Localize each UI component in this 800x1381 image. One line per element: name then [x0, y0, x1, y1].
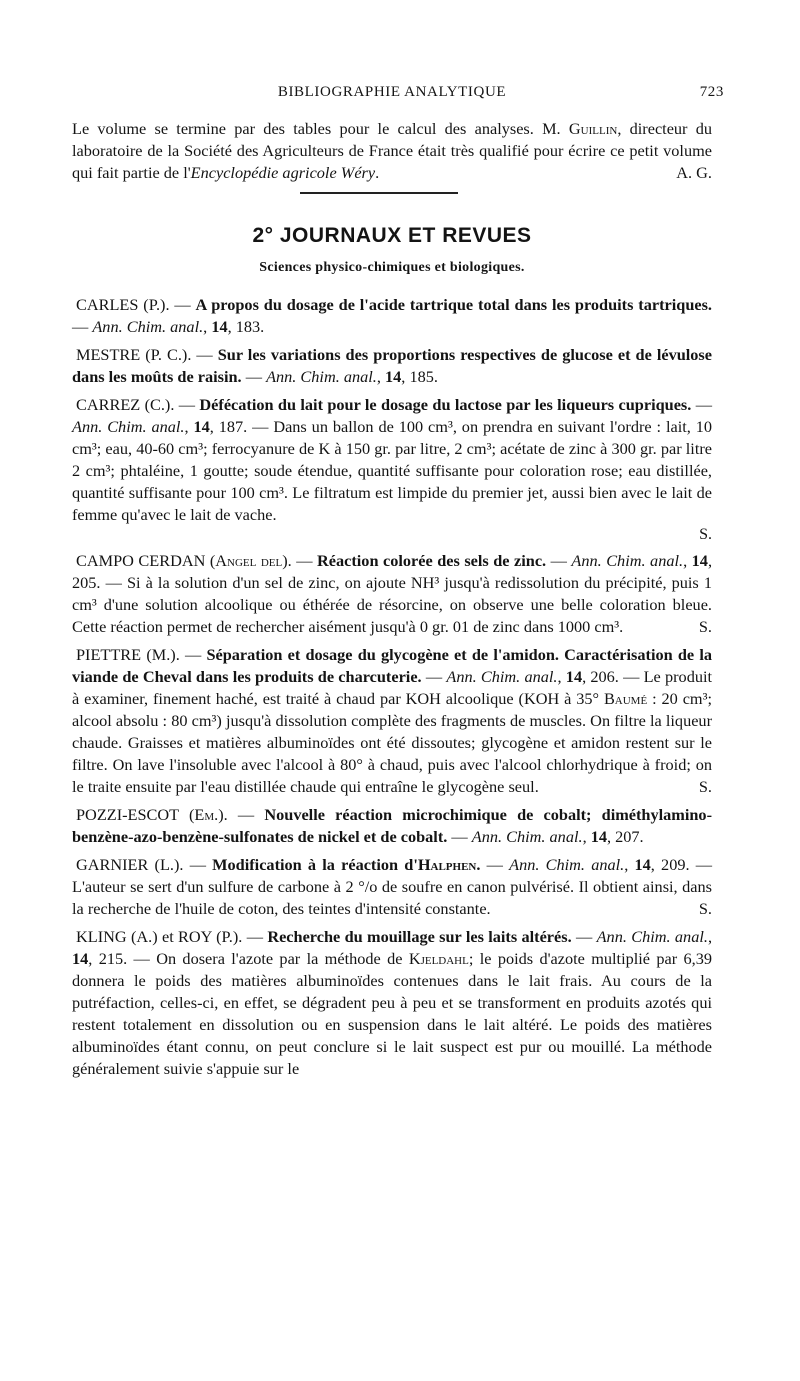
entry-volume: 14 [193, 417, 210, 436]
entry-volume: 14 [211, 317, 228, 336]
entry-author: PIETTRE (M.). — [76, 645, 207, 664]
entry-author: MESTRE (P. C.). — [76, 345, 218, 364]
running-head [72, 84, 724, 108]
entry-author: POZZI-ESCOT (Em.). — [76, 805, 265, 824]
entry-abstract: Dans un ballon de 100 cm³, on prendra en suivant l'ordre : lait, 10 cm³; eau, 40-60 cm³; ferrocyanure de K à 150 gr. par litre, 2 cm³; acétate de zinc à 300 gr. par litre 2 cm³; phtaléine, 1 goutte; soude étendue, quantité suffisante pour coloration rose; eau distillée, quantité suffisante pour 100 cm³. Le filtratum est limpide du premier jet, aussi bien avec le lait de femme qu'avec le lait de vache. [72, 417, 713, 524]
entry-author: CAMPO CERDAN (Angel del). — [76, 551, 318, 570]
entry-journal: Ann. Chim. anal. [266, 367, 377, 386]
entry-journal: Ann. Chim. anal. [509, 855, 625, 874]
entry-author: CARREZ (C.). — [76, 395, 200, 414]
entry-title: Séparation et dosage du glycogène et de l'amidon. Caractérisation de la viande de Cheval dans les produits de charcuterie. [72, 645, 712, 686]
entry-title: Modification à la réaction d'Halphen. [212, 855, 481, 874]
entry-volume: 14 [590, 827, 607, 846]
entry-volume: 14 [691, 551, 708, 570]
entry-journal: Ann. Chim. anal. [571, 551, 684, 570]
entry-signature: S. [698, 899, 712, 918]
section-divider-wrap [72, 184, 712, 210]
section-subtitle: Sciences physico-chimiques et biologiques. [259, 260, 525, 275]
entry-volume: 14 [565, 667, 583, 686]
intro-signature: A. G. [676, 163, 712, 182]
bibliography-entry: CAMPO CERDAN (Angel del). — Réaction colorée des sels de zinc. — Ann. Chim. anal., 14, 205. — Si à la solution d'un sel de zinc, on ajoute NH³ jusqu'à redissolution du précipité, puis 1 cm³ d'une solution alcoolique ou éthérée de résorcine, on observe une belle coloration bleue. Cette réaction permet de rechercher aisément jusqu'à 0 gr. 01 de zinc dans 1000 cm³. S. [72, 551, 713, 636]
entry-author: GARNIER (L.). — [76, 855, 213, 874]
page [72, 84, 724, 1086]
section-divider [300, 192, 458, 194]
entry-journal: Ann. Chim. anal. [72, 417, 185, 436]
entry-signature: S. [699, 526, 712, 543]
entry-journal: Ann. Chim. anal. [471, 827, 583, 846]
bibliography-entry: GARNIER (L.). — Modification à la réaction d'Halphen. — Ann. Chim. anal., 14, 209. — L'auteur se sert d'un sulfure de carbone à 2 °/o de soufre en canon pulvérisé. Il obtient ainsi, dans la recherche de l'huile de coton, des teintes d'intensité constante. S. [72, 855, 713, 918]
entry-author: KLING (A.) et ROY (P.). — [76, 927, 268, 946]
intro-paragraph: Le volume se termine par des tables pour le calcul des analyses. M. Guillin, directeur du laboratoire de la Société des Agriculteurs de France était très qualifié pour écrire ce petit volume qui fait partie de l'Encyclopédie agricole Wéry. A. G. [72, 119, 713, 182]
author-name: Guillin [568, 119, 618, 138]
entry-volume: 14 [72, 949, 89, 968]
running-head-title: BIBLIOGRAPHIE ANALYTIQUE [277, 84, 507, 100]
bibliography-entry: CARLES (P.). — A propos du dosage de l'acide tartrique total dans les produits tartriques. — Ann. Chim. anal., 14, 183. [72, 295, 713, 336]
entry-title: Nouvelle réaction microchimique de cobalt; diméthylamino-benzène-azo-benzène-sulfonates de nickel et de cobalt. [72, 805, 712, 846]
entry-title: Sur les variations des proportions respectives de glucose et de lévulose dans les moûts de raisin. [72, 345, 712, 386]
bibliography-entry: PIETTRE (M.). — Séparation et dosage du glycogène et de l'amidon. Caractérisation de la viande de Cheval dans les produits de charcuterie. — Ann. Chim. anal., 14, 206. — Le produit à examiner, finement haché, est traité à chaud par KOH alcoolique (KOH à 35° Baumé : 20 cm³; alcool absolu : 80 cm³) jusqu'à dissolution complète des fragments de muscles. On filtre la liqueur chaude. Graisses et matières albuminoïdes ont été dissoutes; glycogène et amidon restent sur le filtre. On lave l'insoluble avec l'alcool à 80° à chaud, puis avec l'alcool chlorhydrique à froid; on le traite ensuite par l'eau distillée chaude qui entraîne le glycogène seul. S. [72, 645, 713, 796]
bibliography-entry: POZZI-ESCOT (Em.). — Nouvelle réaction microchimique de cobalt; diméthylamino-benzène-azo-benzène-sulfonates de nickel et de cobalt. — Ann. Chim. anal., 14, 207. [72, 805, 712, 846]
entry-volume: 14 [634, 855, 651, 874]
entry-author: CARLES (P.). — [76, 295, 196, 314]
entry-abstract: Si à la solution d'un sel de zinc, on ajoute NH³ jusqu'à redissolution du précipité, puis 1 cm³ d'une solution alcoolique ou éthérée de résorcine, on observe une belle coloration bleue. Cette réaction permet de rechercher aisément jusqu'à 0 gr. 01 de zinc dans 1000 cm³. [72, 573, 712, 636]
entry-title: Recherche du mouillage sur les laits altérés. [267, 927, 572, 946]
entry-title: Défécation du lait pour le dosage du lactose par les liqueurs cupriques. [199, 395, 692, 414]
page-number: 723 [699, 84, 724, 100]
entry-journal: Ann. Chim. anal. [596, 927, 708, 946]
bibliography-entry: KLING (A.) et ROY (P.). — Recherche du mouillage sur les laits altérés. — Ann. Chim. anal., 14, 215. — On dosera l'azote par la méthode de Kjeldahl; le poids d'azote multiplié par 6,39 donnera le poids des matières albuminoïdes contenues dans le lait frais. Au cours de la putréfaction, celles-ci, en effet, se dégradent peu à peu et se transforment en produits azotés qui restent totalement en dissolution ou en suspension dans le lait altéré. Le poids des matières albuminoïdes étant connu, on peut conclure si le lait suspect est pur ou mouillé. La méthode généralement suivie s'appuie sur le [72, 927, 713, 1078]
entry-abstract: On dosera l'azote par la méthode de Kjeldahl; le poids d'azote multiplié par 6,39 donnera le poids des matières albuminoïdes contenues dans le lait frais. Au cours de la putréfaction, celles-ci, en effet, se dégradent peu à peu et se transforment en produits azotés qui restent totalement en dissolution ou en suspension dans le lait altéré. Le poids des matières albuminoïdes étant connu, on peut conclure si le lait suspect est pur ou mouillé. La méthode généralement suivie s'appuie sur le [72, 949, 712, 1078]
entry-journal: Ann. Chim. anal. [92, 317, 204, 336]
book-series-title: Encyclopédie agricole Wéry [190, 163, 376, 182]
entry-abstract: Le produit à examiner, finement haché, est traité à chaud par KOH alcoolique (KOH à 35° Baumé : 20 cm³; alcool absolu : 80 cm³) jusqu'à dissolution complète des fragments de muscles. On filtre la liqueur chaude. Graisses et matières albuminoïdes ont été dissoutes; glycogène et amidon restent sur le filtre. On lave l'insoluble avec l'alcool à 80° à chaud, puis avec l'alcool chlorhydrique à froid; on le traite ensuite par l'eau distillée chaude qui entraîne le glycogène seul. [72, 667, 713, 796]
entry-signature: S. [698, 777, 712, 796]
entry-signature: S. [698, 617, 712, 636]
entry-title: A propos du dosage de l'acide tartrique total dans les produits tartriques. [195, 295, 713, 314]
bibliography-entry: CARREZ (C.). — Défécation du lait pour le dosage du lactose par les liqueurs cupriques. — Ann. Chim. anal., 14, 187. — Dans un ballon de 100 cm³, on prendra en suivant l'ordre : lait, 10 cm³; eau, 40-60 cm³; ferrocyanure de K à 150 gr. par litre, 2 cm³; acétate de zinc à 300 gr. par litre 2 cm³; phtaléine, 1 goutte; soude étendue, quantité suffisante pour coloration rose; eau distillée, quantité suffisante pour 100 cm³. Le filtratum est limpide du premier jet, aussi bien avec le lait de femme qu'avec le lait de vache. S. [72, 395, 713, 543]
bibliography-entry: MESTRE (P. C.). — Sur les variations des proportions respectives de glucose et de lévulose dans les moûts de raisin. — Ann. Chim. anal., 14, 185. [72, 345, 712, 386]
entry-title: Réaction colorée des sels de zinc. [317, 551, 547, 570]
entry-volume: 14 [385, 367, 402, 386]
section-title: 2° JOURNAUX ET REVUES [252, 224, 532, 247]
entry-abstract: L'auteur se sert d'un sulfure de carbone à 2 °/o de soufre en canon pulvérisé. Il obtient ainsi, dans la recherche de l'huile de coton, des teintes d'intensité constante. [72, 877, 712, 918]
entry-journal: Ann. Chim. anal. [446, 667, 558, 686]
